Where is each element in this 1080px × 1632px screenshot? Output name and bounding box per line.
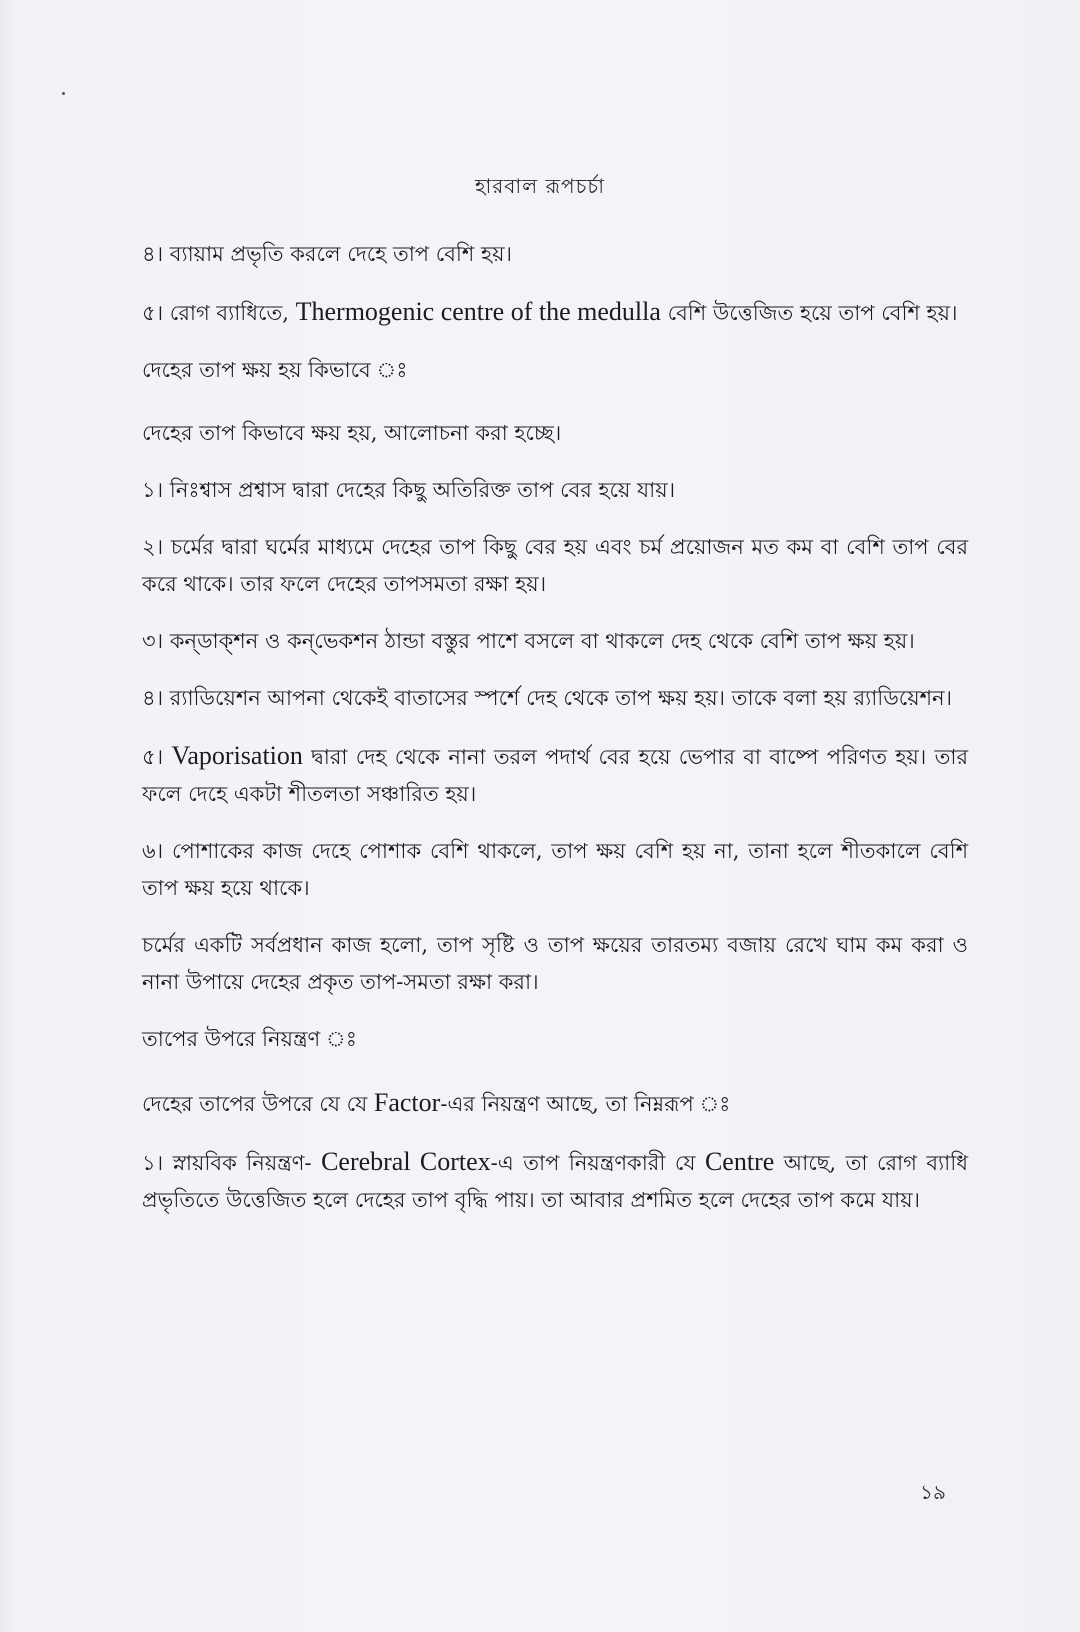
- heat-loss-item-1: ১। নিঃশ্বাস প্রশ্বাস দ্বারা দেহের কিছু অতিরিক্ত তাপ বের হয়ে যায়।: [142, 478, 676, 502]
- paper-speck: [62, 92, 65, 95]
- heat-control-item-1: [142, 1143, 968, 1219]
- latin-term: Thermogenic centre of the medulla: [295, 297, 661, 326]
- heat-loss-item-6: ৬। পোশাকের কাজ দেহে পোশাক বেশি থাকলে, তাপ ক্ষয় বেশি হয় না, তানা হলে শীতকালে বেশি তাপ ক্ষয় হয়ে থাকে।: [142, 839, 968, 900]
- heat-control-intro: [142, 1084, 968, 1123]
- heat-loss-intro: দেহের তাপ কিভাবে ক্ষয় হয়, আলোচনা করা হচ্ছে।: [142, 421, 562, 445]
- running-head: হারবাল রূপচর্চা: [474, 174, 606, 198]
- item-5-disease: [142, 293, 968, 332]
- heat-loss-item-4: ৪। র‍্যাডিয়েশন আপনা থেকেই বাতাসের স্পর্শে দেহ থেকে তাপ ক্ষয় হয়। তাকে বলা হয় র‍্যাডিয়েশন।: [142, 686, 953, 710]
- section-heading-heat-loss: দেহের তাপ ক্ষয় হয় কিভাবে ঃ: [142, 358, 408, 382]
- text-segment: দেহের তাপের উপরে যে যে: [142, 1092, 374, 1116]
- page-body: [142, 236, 968, 1239]
- text-segment: দ্বারা দেহ থেকে নানা তরল পদার্থ বের হয়ে ভেপার বা বাষ্পে পরিণত হয়। তার ফলে দেহে একটা শীতলতা সঞ্চারিত হয়।: [142, 745, 969, 806]
- text-segment: ৫। রোগ ব্যাধিতে,: [142, 301, 296, 325]
- section-heading-heat-control: তাপের উপরে নিয়ন্ত্রণ ঃ: [142, 1027, 357, 1051]
- page-number: ১৯: [920, 1480, 946, 1504]
- text-segment: বেশি উত্তেজিত হয়ে তাপ বেশি হয়।: [660, 301, 958, 325]
- latin-term: Cerebral Cortex: [321, 1147, 491, 1176]
- text-segment: -এ তাপ নিয়ন্ত্রণকারী যে: [490, 1151, 705, 1175]
- text-segment: ৫।: [142, 745, 172, 769]
- skin-summary: চর্মের একটি সর্বপ্রধান কাজ হলো, তাপ সৃষ্টি ও তাপ ক্ষয়ের তারতম্য বজায় রেখে ঘাম কম করা ও নানা উপায়ে দেহের প্রকৃত তাপ-সমতা রক্ষা করা।: [142, 933, 968, 994]
- text-segment: আছে, তা রোগ ব্যাধি প্রভৃতিতে উত্তেজিত হলে দেহের তাপ বৃদ্ধি পায়। তা আবার প্রশমিত হলে দেহের তাপ কমে যায়।: [142, 1151, 969, 1212]
- text-segment: ১। স্নায়বিক নিয়ন্ত্রণ-: [142, 1151, 322, 1175]
- heat-loss-item-2: ২। চর্মের দ্বারা ঘর্মের মাধ্যমে দেহের তাপ কিছু বের হয় এবং চর্ম প্রয়োজন মত কম বা বেশি তাপ বের করে থাকে। তার ফলে দেহের তাপসমতা রক্ষা হয়।: [142, 535, 968, 596]
- item-4-exercise: ৪। ব্যায়াম প্রভৃতি করলে দেহে তাপ বেশি হয়।: [142, 242, 512, 266]
- heat-loss-item-5: [142, 737, 968, 813]
- latin-term: Vaporisation: [171, 741, 303, 770]
- latin-term: Factor: [373, 1088, 441, 1117]
- latin-term: Centre: [704, 1147, 775, 1176]
- heat-loss-item-3: ৩। কন্‌ডাক্‌শন ও কন্‌ভেকশন ঠান্ডা বস্তুর পাশে বসলে বা থাকলে দেহ থেকে বেশি তাপ ক্ষয় হয়।: [142, 629, 915, 653]
- text-segment: -এর নিয়ন্ত্রণ আছে, তা নিম্নরূপ ঃ: [440, 1092, 731, 1116]
